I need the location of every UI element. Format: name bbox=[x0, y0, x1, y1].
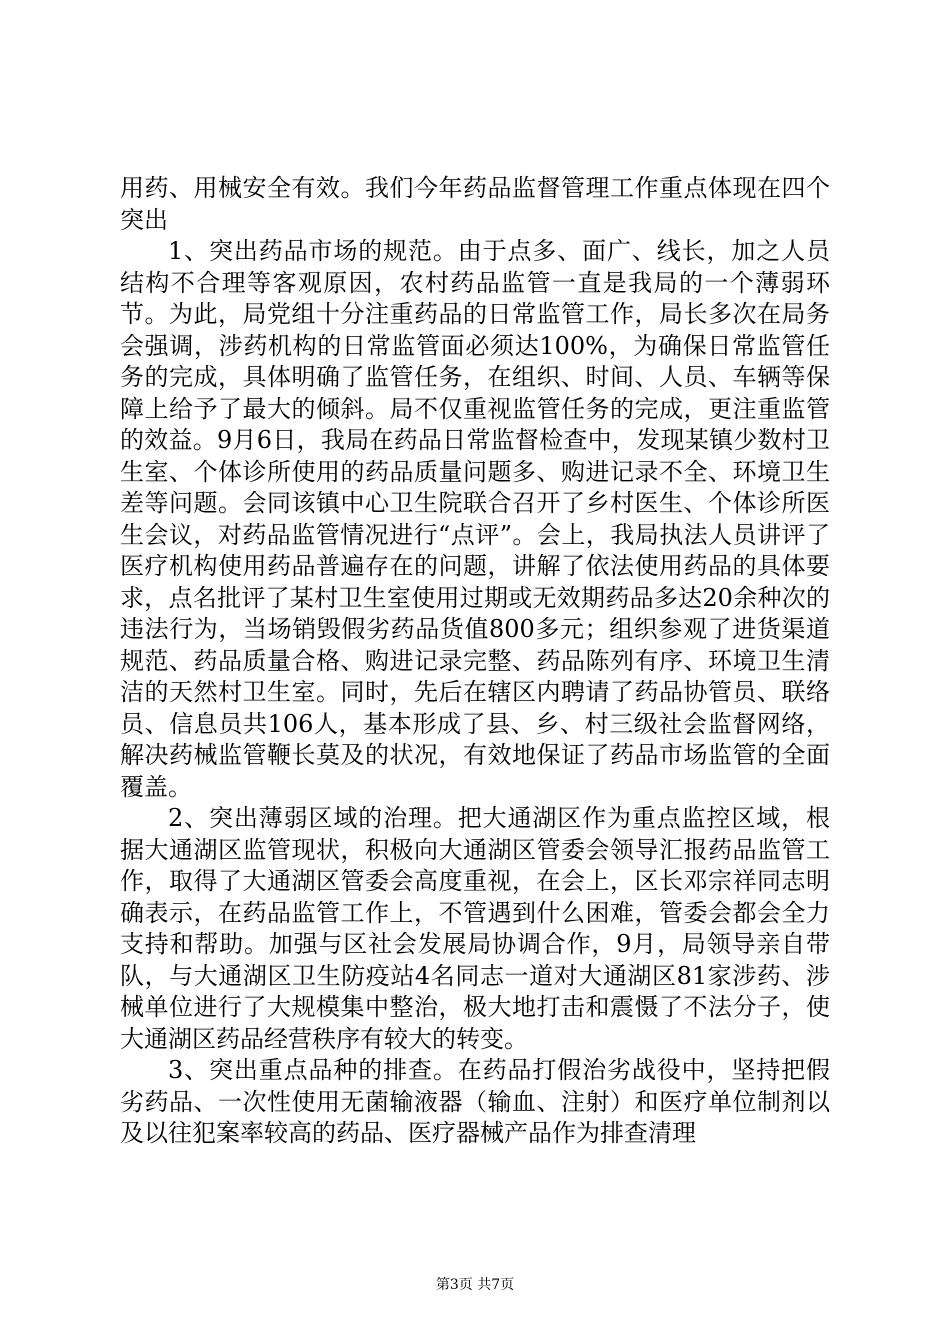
document-body bbox=[120, 173, 830, 1150]
paragraph-market-regulation: 1、突出药品市场的规范。由于点多、面广、线长，加之人员结构不合理等客观原因，农村药品监管一直是我局的一个薄弱环节。为此，局党组十分注重药品的日常监管工作，局长多次在局务会强调，涉药机构的日常监管面必须达100%，为确保日常监管任务的完成，具体明确了监管任务，在组织、时间、人员、车辆等保障上给予了最大的倾斜。局不仅重视监管任务的完成，更注重监管的效益。9月6日，我局在药品日常监督检查中，发现某镇少数村卫生室、个体诊所使用的药品质量问题多、购进记录不全、环境卫生差等问题。会同该镇中心卫生院联合召开了乡村医生、个体诊所医生会议，对药品监管情况进行“点评”。会上，我局执法人员讲评了医疗机构使用药品普遍存在的问题，讲解了依法使用药品的具体要求，点名批评了某村卫生室使用过期或无效期药品多达20余种次的违法行为，当场销毁假劣药品货值800多元；组织参观了进货渠道规范、药品质量合格、购进记录完整、药品陈列有序、环境卫生清洁的天然村卫生室。同时，先后在辖区内聘请了药品协管员、联络员、信息员共106人，基本形成了县、乡、村三级社会监督网络，解决药械监管鞭长莫及的状况，有效地保证了药品市场监管的全面覆盖。 bbox=[120, 237, 830, 801]
page-footer bbox=[0, 1275, 950, 1295]
paragraph-key-product-inspection: 3、突出重点品种的排查。在药品打假治劣战役中，坚持把假劣药品、一次性使用无菌输液器（输血、注射）和医疗单位制剂以及以往犯案率较高的药品、医疗器械产品作为排查清理 bbox=[120, 1056, 830, 1147]
page-number: 第3页 共7页 bbox=[435, 1277, 515, 1293]
paragraph-intro: 用药、用械安全有效。我们今年药品监督管理工作重点体现在四个突出 bbox=[120, 174, 830, 234]
paragraph-weak-area-governance: 2、突出薄弱区域的治理。把大通湖区作为重点监控区域，根据大通湖区监管现状，积极向大通湖区管委会领导汇报药品监管工作，取得了大通湖区管委会高度重视，在会上，区长邓宗祥同志明确表示，在药品监管工作上，不管遇到什么困难，管委会都会全力支持和帮助。加强与区社会发展局协调合作，9月，局领导亲自带队，与大通湖区卫生防疫站4名同志一道对大通湖区81家涉药、涉械单位进行了大规模集中整治，极大地打击和震慑了不法分子，使大通湖区药品经营秩序有较大的转变。 bbox=[120, 804, 830, 1053]
